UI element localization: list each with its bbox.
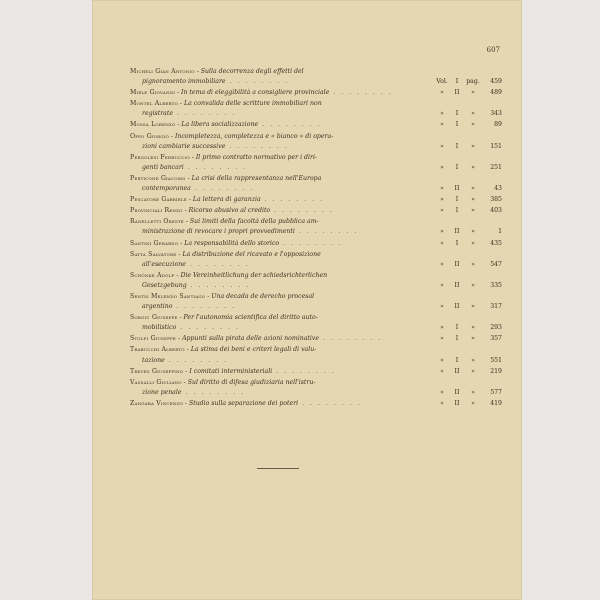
entry-volume-marker: » (440, 110, 444, 118)
entry-title: Ricorso abusivo al credito (188, 207, 271, 215)
entry-title-continued: contemporanea (142, 185, 191, 193)
entry-line (130, 99, 502, 109)
entry-volume: I (455, 163, 459, 171)
entry-author: Montel Alberto (130, 100, 178, 108)
entry-volume-marker: » (440, 228, 444, 236)
entry-author: Santini Gerardo (130, 239, 179, 247)
entry-title-continued: mobilistico (142, 324, 177, 332)
entry-title: La convalida delle scritture immobiliari non (184, 100, 322, 108)
leader-dots: . . . . . . . . (173, 110, 237, 118)
entry-title: Studio sulla separazione dei poteri (188, 399, 299, 407)
index-entry (130, 195, 502, 205)
entry-reference (436, 260, 502, 270)
entry-volume-marker: » (440, 163, 444, 171)
entry-author: Ranelletti Oreste (130, 218, 184, 226)
entry-line (130, 378, 502, 388)
entry-title-continued: zioni cambiarie successive (142, 142, 226, 150)
entry-volume: I (455, 335, 459, 343)
leader-dots: . . . . . . . . (272, 367, 336, 375)
entry-line (130, 67, 502, 77)
entry-title: Sulla decorrenza degli effetti del (200, 68, 304, 75)
leader-dots: . . . . . . . . (329, 89, 393, 97)
entry-volume: II (454, 399, 460, 407)
entry-page: 419 (490, 399, 502, 407)
leader-dots: . . . . . . . . (225, 142, 289, 150)
entry-line-continued (130, 163, 502, 173)
entry-author: Oppo Giorgio (130, 132, 169, 140)
entry-line (130, 132, 502, 142)
entry-volume: I (455, 196, 459, 204)
entry-separator: - (189, 153, 196, 161)
entry-separator: - (185, 174, 192, 182)
entry-title-continued: tazione (142, 356, 165, 364)
entry-page: 551 (490, 356, 502, 364)
entry-reference (436, 184, 502, 194)
entry-separator: - (175, 89, 182, 97)
leader-dots: . . . . . . . . (181, 388, 245, 396)
entry-title: Appunti sulla pirata delle azioni nominative (182, 335, 320, 343)
entry-separator: - (183, 218, 190, 226)
entry-volume-marker: » (440, 303, 444, 311)
index-entries (130, 67, 502, 410)
entry-separator: - (194, 68, 201, 75)
entry-separator: - (186, 196, 193, 204)
entry-reference (436, 281, 502, 291)
entry-page-marker: » (471, 367, 475, 375)
entry-line (130, 334, 502, 344)
end-divider (257, 468, 299, 469)
entry-separator: - (178, 100, 185, 108)
index-entry (130, 153, 502, 173)
entry-separator: - (178, 239, 185, 247)
entry-line-continued (130, 281, 502, 291)
leader-dots: . . . . . . . . (176, 324, 240, 332)
entry-volume: I (455, 142, 459, 150)
entry-author: Sorgiu Giuseppe (130, 314, 178, 322)
entry-page: 317 (490, 303, 502, 311)
entry-line (130, 174, 502, 184)
entry-page-marker: » (471, 239, 475, 247)
index-entry (130, 399, 502, 409)
entry-page: 435 (490, 239, 502, 247)
entry-volume-marker: » (440, 239, 444, 247)
entry-page: 219 (490, 367, 502, 375)
entry-author: Miele Giovanni (130, 89, 175, 97)
entry-page: 335 (490, 281, 502, 289)
index-entry (130, 345, 502, 365)
entry-title-continued: all'esecuzione (142, 260, 186, 268)
index-entry (130, 250, 502, 270)
entry-author: Satta Salvatore (130, 250, 177, 258)
entry-line (130, 217, 502, 227)
leader-dots: . . . . . . . . (279, 239, 343, 247)
index-entry (130, 367, 502, 377)
leader-dots: . . . . . . . . (294, 228, 359, 236)
entry-page: 547 (490, 260, 502, 268)
entry-volume-marker: » (440, 281, 444, 289)
entry-line (130, 313, 502, 323)
entry-title-continued: genti bancari (142, 163, 184, 171)
entry-author: Sentis Melendo Santiago (130, 292, 206, 300)
entry-volume-marker: » (440, 185, 444, 193)
index-entry (130, 239, 502, 249)
entry-volume: I (455, 110, 459, 118)
entry-reference (436, 120, 502, 130)
entry-page-marker: » (471, 303, 475, 311)
entry-author: Treves Giuseppino (130, 367, 184, 375)
entry-author: Pescatore Gabriele (130, 196, 187, 204)
entry-page-marker: » (471, 89, 475, 97)
entry-reference (436, 195, 502, 205)
entry-author: Trabucchi Alberto (130, 346, 185, 354)
leader-dots: . . . . . . . . (185, 260, 250, 268)
entry-page: 459 (490, 78, 502, 86)
entry-page: 357 (490, 335, 502, 343)
entry-line (130, 345, 502, 355)
entry-title-continued: Gesetzgebung (142, 281, 187, 289)
entry-author: Vassalli Giuliano (130, 378, 182, 386)
entry-page-marker: » (471, 324, 475, 332)
entry-author: Micheli Gian Antonio (130, 68, 195, 75)
entry-author: Stolfi Giuseppe (130, 335, 177, 343)
leader-dots: . . . . . . . . (260, 196, 325, 204)
leader-dots: . . . . . . . . (164, 356, 229, 364)
index-entry (130, 217, 502, 237)
entry-volume: II (454, 303, 460, 311)
entry-volume-marker: » (440, 89, 444, 97)
entry-volume: I (455, 356, 459, 364)
entry-page: 343 (490, 110, 502, 118)
entry-reference (436, 109, 502, 119)
entry-reference (436, 206, 502, 216)
entry-author: Schönke Adolf (130, 271, 175, 279)
entry-title-continued: zione penale (142, 388, 182, 396)
entry-separator: - (182, 399, 189, 407)
entry-page-marker: » (471, 281, 475, 289)
entry-line (130, 367, 502, 377)
entry-separator: - (182, 207, 189, 215)
leader-dots: . . . . . . . . (172, 303, 236, 311)
entry-separator: - (174, 271, 181, 279)
entry-page-marker: » (471, 196, 475, 204)
entry-title: La responsabilità dello storico (184, 239, 280, 247)
leader-dots: . . . . . . . . (190, 185, 255, 193)
entry-page: 403 (490, 207, 502, 215)
entry-title: La distribuzione del ricavato e l'opposizione (182, 250, 321, 258)
entry-volume: II (454, 388, 460, 396)
entry-line (130, 153, 502, 163)
entry-reference (436, 239, 502, 249)
entry-line-continued (130, 323, 502, 333)
entry-volume: I (455, 239, 459, 247)
entry-volume: II (454, 89, 460, 97)
entry-page: 251 (490, 163, 502, 171)
entry-title-continued: pignoramento immobiliare (142, 78, 226, 86)
entry-reference (436, 88, 502, 98)
entry-line (130, 88, 502, 98)
entry-reference (436, 227, 502, 237)
entry-line (130, 206, 502, 216)
entry-page: 293 (490, 324, 502, 332)
entry-author: Provinciali Renzo (130, 207, 183, 215)
entry-page: 43 (494, 185, 502, 193)
leader-dots: . . . . . . . . (225, 78, 290, 86)
entry-volume-marker: » (440, 121, 444, 129)
entry-page-marker: » (471, 110, 475, 118)
entry-title: Sui limiti della facoltà della pubblica am- (189, 218, 319, 226)
entry-page-marker: » (471, 335, 475, 343)
entry-separator: - (184, 346, 191, 354)
index-entry (130, 174, 502, 194)
entry-title-continued: ministrazione di revocare i propri provvedimenti (142, 228, 295, 236)
entry-volume: II (454, 228, 460, 236)
entry-volume-marker: » (440, 399, 444, 407)
entry-line-continued (130, 142, 502, 152)
entry-author: Perticone Giacomo (130, 174, 186, 182)
entry-title: Il primo contratto normativo per i diri- (195, 153, 318, 161)
entry-page-marker: » (471, 142, 475, 150)
index-entry (130, 132, 502, 152)
index-entry (130, 271, 502, 291)
entry-volume: I (455, 207, 459, 215)
leader-dots: . . . . . . . . (298, 399, 362, 407)
entry-line (130, 271, 502, 281)
index-entry (130, 334, 502, 344)
book-page (92, 0, 522, 600)
entry-line-continued (130, 109, 502, 119)
entry-page-marker: » (471, 185, 475, 193)
entry-line-continued (130, 302, 502, 312)
entry-volume-marker: » (440, 356, 444, 364)
entry-title: Sul diritto di difesa giudiziaria nell'istru- (187, 378, 316, 386)
entry-line (130, 120, 502, 130)
entry-volume: I (455, 324, 459, 332)
entry-separator: - (176, 335, 183, 343)
entry-reference (436, 302, 502, 312)
entry-volume-marker: » (440, 324, 444, 332)
entry-title: Una decada de derecho procesal (211, 292, 315, 300)
entry-page: 385 (490, 196, 502, 204)
entry-page-marker: » (471, 399, 475, 407)
entry-line-continued (130, 227, 502, 237)
entry-volume-marker: » (440, 260, 444, 268)
leader-dots: . . . . . . . . (270, 207, 334, 215)
index-entry (130, 120, 502, 130)
entry-volume: II (454, 260, 460, 268)
entry-reference (436, 77, 502, 87)
entry-author: Zangara Vincenzo (130, 399, 183, 407)
entry-title: La lettera di garanzia (192, 196, 261, 204)
leader-dots: . . . . . . . . (186, 281, 251, 289)
entry-line (130, 239, 502, 249)
entry-reference (436, 367, 502, 377)
entry-line (130, 292, 502, 302)
leader-dots: . . . . . . . . (319, 335, 383, 343)
entry-page-marker: » (471, 260, 475, 268)
entry-line (130, 399, 502, 409)
entry-title: Incompletezza, completezza e « bianco » di opera- (175, 132, 334, 140)
entry-line-continued (130, 388, 502, 398)
entry-reference (436, 142, 502, 152)
entry-volume-marker: » (440, 196, 444, 204)
entry-page-marker: » (471, 388, 475, 396)
entry-title: Die Vereinheitlichung der schiedsrichterlichen (180, 271, 328, 279)
entry-volume-marker: » (440, 142, 444, 150)
entry-line-continued (130, 77, 502, 87)
entry-title: I comitati interministeriali (189, 367, 273, 375)
entry-separator: - (175, 121, 182, 129)
entry-page-marker: » (471, 121, 475, 129)
entry-line (130, 250, 502, 260)
entry-author: Mossa Lorenzo (130, 121, 176, 129)
entry-line-continued (130, 356, 502, 366)
entry-volume: II (454, 367, 460, 375)
entry-line (130, 195, 502, 205)
entry-page: 151 (490, 142, 502, 150)
entry-reference (436, 163, 502, 173)
entry-volume-marker: » (440, 207, 444, 215)
entry-volume: I (455, 121, 459, 129)
entry-page: 577 (490, 388, 502, 396)
entry-title: La stima dei beni e criteri legali di valu- (190, 346, 317, 354)
entry-reference (436, 399, 502, 409)
entry-reference (436, 323, 502, 333)
entry-page-marker: » (471, 207, 475, 215)
entry-line-continued (130, 260, 502, 270)
entry-page-marker: pag. (466, 78, 480, 86)
entry-volume: II (454, 185, 460, 193)
entry-title: In tema di eleggibilità a consigliere provinciale (181, 89, 330, 97)
entry-volume-marker: » (440, 335, 444, 343)
index-entry (130, 99, 502, 119)
entry-title: La crisi della rappresentanza nell'Europa (191, 174, 322, 182)
entry-reference (436, 334, 502, 344)
entry-page-marker: » (471, 163, 475, 171)
index-entry (130, 88, 502, 98)
leader-dots: . . . . . . . . (183, 163, 248, 171)
entry-page-marker: » (471, 228, 475, 236)
entry-title: Per l'autonomia scientifica del diritto auto- (183, 314, 318, 322)
entry-title-continued: registrate (142, 110, 174, 118)
leader-dots: . . . . . . . . (258, 121, 322, 129)
entry-separator: - (177, 314, 184, 322)
entry-title-continued: argentino (142, 303, 173, 311)
index-entry (130, 378, 502, 398)
entry-volume-marker: » (440, 388, 444, 396)
entry-reference (436, 356, 502, 366)
index-entry (130, 313, 502, 333)
entry-reference (436, 388, 502, 398)
entry-title: La libera socializzazione (181, 121, 259, 129)
entry-page-marker: » (471, 356, 475, 364)
entry-page: 89 (494, 121, 502, 129)
entry-author: Pergolesi Ferruccio (130, 153, 190, 161)
index-entry (130, 206, 502, 216)
page-number: 607 (486, 46, 500, 54)
index-entry (130, 292, 502, 312)
entry-separator: - (183, 367, 190, 375)
entry-separator: - (205, 292, 212, 300)
entry-volume: I (455, 78, 459, 86)
entry-page: 489 (490, 89, 502, 97)
entry-separator: - (168, 132, 176, 140)
entry-separator: - (176, 250, 183, 258)
entry-volume: II (454, 281, 460, 289)
index-entry (130, 67, 502, 87)
entry-volume-marker: Vol. (436, 78, 448, 86)
entry-separator: - (181, 378, 188, 386)
entry-page: 1 (498, 228, 502, 236)
entry-line-continued (130, 184, 502, 194)
entry-volume-marker: » (440, 367, 444, 375)
